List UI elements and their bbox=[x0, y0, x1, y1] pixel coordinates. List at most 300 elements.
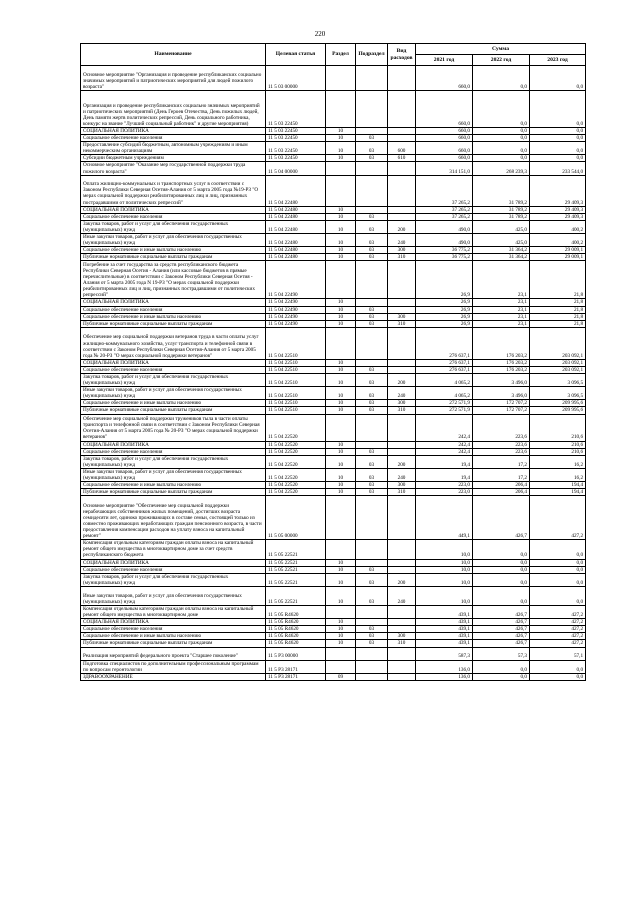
row-subsection: 03 bbox=[356, 142, 388, 155]
row-name: Социальное обеспечение и иные выплаты населению bbox=[81, 482, 266, 489]
row-sum-2022: 17,2 bbox=[473, 468, 530, 481]
row-subsection bbox=[356, 261, 388, 299]
row-target: 11 5 04 22510 bbox=[266, 373, 326, 386]
row-sum-2021: 660,0 bbox=[416, 135, 473, 142]
row-sum-2021: 439,1 bbox=[416, 619, 473, 626]
row-section bbox=[326, 175, 356, 206]
table-row bbox=[81, 234, 586, 247]
row-expense-type: 310 bbox=[388, 320, 416, 327]
row-sum-2023: 400,2 bbox=[530, 234, 586, 247]
row-sum-2023: 0,0 bbox=[530, 586, 586, 605]
row-section: 10 bbox=[326, 586, 356, 605]
row-sum-2022: 172 707,2 bbox=[473, 400, 530, 407]
row-sum-2022: 426,7 bbox=[473, 619, 530, 626]
row-section bbox=[326, 327, 356, 359]
row-subsection bbox=[356, 299, 388, 306]
row-sum-2023: 209 995,6 bbox=[530, 407, 586, 414]
row-sum-2022: 426,7 bbox=[473, 605, 530, 618]
table-row bbox=[81, 128, 586, 135]
row-subsection: 03 bbox=[356, 640, 388, 647]
row-name: Обеспечение мер социальной поддержки ветеранов труда в части оплаты услуг жилищно-коммунального хозяйства, услуг транспорта и телефонной связи в соответствии с Законом Республики Северная Осетия-Алания от 5 марта 2005 года № 20-РЗ "О мерах социальной поддержки ветеранов" bbox=[81, 327, 266, 359]
row-sum-2021: 276 637,1 bbox=[416, 359, 473, 366]
row-section bbox=[326, 66, 356, 91]
row-expense-type bbox=[388, 91, 416, 128]
row-target: 11 5 05 R4620 bbox=[266, 619, 326, 626]
row-target: 11 5 04 22480 bbox=[266, 206, 326, 213]
table-row bbox=[81, 155, 586, 162]
row-sum-2021: 449,1 bbox=[416, 496, 473, 540]
row-subsection: 03 bbox=[356, 407, 388, 414]
row-section: 10 bbox=[326, 559, 356, 566]
row-sum-2021: 587,3 bbox=[416, 647, 473, 660]
row-sum-2023: 203 092,1 bbox=[530, 327, 586, 359]
table-row bbox=[81, 540, 586, 559]
row-name: Основное мероприятие "Оказание мер государственной поддержки труда пожилого возраста" bbox=[81, 162, 266, 175]
table-row bbox=[81, 220, 586, 233]
row-target: 11 5 04 22490 bbox=[266, 313, 326, 320]
row-expense-type bbox=[388, 626, 416, 633]
row-expense-type bbox=[388, 448, 416, 455]
row-subsection bbox=[356, 66, 388, 91]
header-year-2021: 2021 год bbox=[416, 55, 473, 66]
row-target: 11 5 04 22480 bbox=[266, 254, 326, 261]
row-subsection: 03 bbox=[356, 155, 388, 162]
row-sum-2021: 314 151,0 bbox=[416, 162, 473, 175]
row-name: Публичные нормативные социальные выплаты гражданам bbox=[81, 320, 266, 327]
row-sum-2021: 26,9 bbox=[416, 320, 473, 327]
row-sum-2021: 37 265,2 bbox=[416, 206, 473, 213]
row-target: 11 5 05 22521 bbox=[266, 586, 326, 605]
row-sum-2023: 16,2 bbox=[530, 455, 586, 468]
row-sum-2022: 425,0 bbox=[473, 234, 530, 247]
row-section: 10 bbox=[326, 366, 356, 373]
row-subsection: 03 bbox=[356, 135, 388, 142]
row-sum-2023: 233 544,0 bbox=[530, 162, 586, 175]
row-target: 11 5 P3 28171 bbox=[266, 660, 326, 673]
row-sum-2023: 21,8 bbox=[530, 320, 586, 327]
row-sum-2023: 0,0 bbox=[530, 128, 586, 135]
row-subsection: 03 bbox=[356, 448, 388, 455]
row-sum-2022: 426,7 bbox=[473, 640, 530, 647]
row-sum-2021: 36 775,2 bbox=[416, 254, 473, 261]
row-expense-type bbox=[388, 206, 416, 213]
table-body bbox=[81, 66, 586, 681]
row-sum-2023: 210,6 bbox=[530, 441, 586, 448]
table-row bbox=[81, 633, 586, 640]
row-target: 11 5 05 R4620 bbox=[266, 605, 326, 618]
table-row bbox=[81, 660, 586, 673]
row-name: Социальное обеспечение и иные выплаты населению bbox=[81, 633, 266, 640]
row-name: Социальное обеспечение населения bbox=[81, 566, 266, 573]
row-target: 11 5 03 00000 bbox=[266, 66, 326, 91]
row-expense-type bbox=[388, 66, 416, 91]
row-sum-2022: 0,0 bbox=[473, 540, 530, 559]
row-sum-2022: 0,0 bbox=[473, 660, 530, 673]
row-target: 11 5 03 22450 bbox=[266, 155, 326, 162]
row-sum-2021: 276 637,1 bbox=[416, 327, 473, 359]
row-sum-2021: 4 065,2 bbox=[416, 373, 473, 386]
row-name: Предоставление субсидий бюджетным, автономным учреждениям и иным некоммерческим организациям bbox=[81, 142, 266, 155]
row-target: 11 5 04 22510 bbox=[266, 327, 326, 359]
row-sum-2023: 21,8 bbox=[530, 306, 586, 313]
row-section: 09 bbox=[326, 673, 356, 680]
row-subsection bbox=[356, 673, 388, 680]
row-sum-2021: 242,4 bbox=[416, 448, 473, 455]
row-sum-2023: 427,2 bbox=[530, 496, 586, 540]
row-target: 11 5 03 22450 bbox=[266, 135, 326, 142]
row-name: СОЦИАЛЬНАЯ ПОЛИТИКА bbox=[81, 619, 266, 626]
row-name: Оплата жилищно-коммунальных и транспортных услуг в соответствии с Законом Республики Северная Осетия-Алания от 5 марта 2005 года №19-РЗ "О мерах социальной поддержки реабилитированных лиц и лиц, признанных пострадавшими от политических репрессий" bbox=[81, 175, 266, 206]
row-target: 11 5 P3 00000 bbox=[266, 647, 326, 660]
table-row bbox=[81, 66, 586, 91]
row-section: 10 bbox=[326, 626, 356, 633]
row-sum-2022: 0,0 bbox=[473, 586, 530, 605]
row-sum-2022: 0,0 bbox=[473, 155, 530, 162]
row-subsection: 03 bbox=[356, 586, 388, 605]
row-target: 11 5 05 22521 bbox=[266, 573, 326, 586]
row-name: СОЦИАЛЬНАЯ ПОЛИТИКА bbox=[81, 559, 266, 566]
row-section: 10 bbox=[326, 387, 356, 400]
row-expense-type bbox=[388, 299, 416, 306]
row-target: 11 5 04 22520 bbox=[266, 448, 326, 455]
row-target: 11 5 05 22521 bbox=[266, 540, 326, 559]
row-name: Погребение за счет государства за средств республиканского бюджета Республики Северная Осетия - Алания (или кассовые бюджетов в прямые перечислительные) в соответствии с Законом Республики Северная Осетия - Алания от 5 марта 2005 года N 19-РЗ "О мерах социальной поддержки реабилитированных лиц и лиц, признанных пострадавшими от политических репрессий" bbox=[81, 261, 266, 299]
row-target: 11 5 04 22490 bbox=[266, 306, 326, 313]
row-sum-2021: 276 637,1 bbox=[416, 366, 473, 373]
row-target: 11 5 03 22450 bbox=[266, 91, 326, 128]
row-section bbox=[326, 540, 356, 559]
table-row bbox=[81, 162, 586, 175]
row-sum-2021: 242,4 bbox=[416, 441, 473, 448]
row-expense-type: 240 bbox=[388, 387, 416, 400]
row-section: 10 bbox=[326, 213, 356, 220]
row-target: 11 5 P3 28171 bbox=[266, 673, 326, 680]
row-section: 10 bbox=[326, 359, 356, 366]
row-name: Компенсация отдельным категориям граждан оплаты взноса на капитальный ремонт общего имущества в многоквартирном доме за счет средств республиканского бюджета bbox=[81, 540, 266, 559]
row-target: 11 5 04 22520 bbox=[266, 489, 326, 496]
table-row bbox=[81, 573, 586, 586]
row-subsection: 03 bbox=[356, 234, 388, 247]
table-row bbox=[81, 175, 586, 206]
row-sum-2023: 0,0 bbox=[530, 673, 586, 680]
table-row bbox=[81, 489, 586, 496]
row-sum-2023: 203 092,1 bbox=[530, 366, 586, 373]
header-section: Раздел bbox=[326, 44, 356, 66]
row-name: Организация и проведение республиканских социально значимых мероприятий и патриотических мероприятий (День Героев Отечества, День пожилых людей, День памяти жертв политических репрессий, День социального работника, конкурс на звание "Лучший социальный работник" и другие мероприятия) bbox=[81, 91, 266, 128]
row-name: Социальное обеспечение населения bbox=[81, 306, 266, 313]
row-expense-type bbox=[388, 213, 416, 220]
row-section bbox=[326, 647, 356, 660]
row-subsection bbox=[356, 206, 388, 213]
table-row bbox=[81, 673, 586, 680]
row-name: Обеспечение мер социальной поддержки тружеников тыла в части оплаты транспорта и телефонной связи в соответствии с Законом Республики Северная Осетия-Алания от 5 марта 2005 года № 20-РЗ "О мерах социальной поддержки ветеранов" bbox=[81, 414, 266, 441]
row-target: 11 5 04 22520 bbox=[266, 414, 326, 441]
row-sum-2023: 29 009,1 bbox=[530, 254, 586, 261]
row-sum-2021: 10,0 bbox=[416, 566, 473, 573]
row-sum-2022: 23,1 bbox=[473, 306, 530, 313]
row-section: 10 bbox=[326, 482, 356, 489]
row-subsection bbox=[356, 441, 388, 448]
row-expense-type bbox=[388, 162, 416, 175]
row-target: 11 5 05 R4620 bbox=[266, 633, 326, 640]
table-row bbox=[81, 299, 586, 306]
row-expense-type: 300 bbox=[388, 400, 416, 407]
row-subsection: 03 bbox=[356, 220, 388, 233]
row-sum-2022: 3 496,0 bbox=[473, 387, 530, 400]
row-section: 10 bbox=[326, 220, 356, 233]
header-sum: Сумма bbox=[416, 44, 586, 55]
row-name: Социальное обеспечение и иные выплаты населению bbox=[81, 400, 266, 407]
row-name: Иные закупки товаров, работ и услуг для обеспечения государственных (муниципальных) нужд bbox=[81, 234, 266, 247]
row-target: 11 5 03 22450 bbox=[266, 128, 326, 135]
row-expense-type bbox=[388, 559, 416, 566]
row-sum-2023: 427,2 bbox=[530, 619, 586, 626]
row-sum-2022: 206,4 bbox=[473, 482, 530, 489]
row-sum-2022: 0,0 bbox=[473, 673, 530, 680]
row-sum-2023: 0,0 bbox=[530, 155, 586, 162]
row-name: Публичные нормативные социальные выплаты гражданам bbox=[81, 489, 266, 496]
row-section: 10 bbox=[326, 142, 356, 155]
table-row bbox=[81, 320, 586, 327]
row-section: 10 bbox=[326, 254, 356, 261]
row-sum-2021: 660,0 bbox=[416, 142, 473, 155]
row-sum-2023: 29 009,1 bbox=[530, 247, 586, 254]
table-row bbox=[81, 327, 586, 359]
row-expense-type: 300 bbox=[388, 313, 416, 320]
row-subsection: 03 bbox=[356, 320, 388, 327]
row-sum-2022: 23,1 bbox=[473, 320, 530, 327]
row-section: 10 bbox=[326, 206, 356, 213]
row-name: Иные закупки товаров, работ и услуг для обеспечения государственных (муниципальных) нужд bbox=[81, 387, 266, 400]
row-sum-2022: 176 203,2 bbox=[473, 327, 530, 359]
row-sum-2023: 29 409,3 bbox=[530, 175, 586, 206]
row-sum-2022: 31 789,2 bbox=[473, 175, 530, 206]
row-name: Социальное обеспечение и иные выплаты населению bbox=[81, 313, 266, 320]
row-subsection: 03 bbox=[356, 213, 388, 220]
row-expense-type bbox=[388, 359, 416, 366]
table-row bbox=[81, 366, 586, 373]
row-subsection bbox=[356, 647, 388, 660]
row-name: Социальное обеспечение населения bbox=[81, 626, 266, 633]
row-sum-2023: 21,8 bbox=[530, 261, 586, 299]
table-row bbox=[81, 640, 586, 647]
row-name: СОЦИАЛЬНАЯ ПОЛИТИКА bbox=[81, 128, 266, 135]
row-sum-2023: 210,6 bbox=[530, 448, 586, 455]
row-expense-type bbox=[388, 540, 416, 559]
row-sum-2022: 0,0 bbox=[473, 135, 530, 142]
row-expense-type bbox=[388, 647, 416, 660]
row-expense-type bbox=[388, 175, 416, 206]
row-sum-2022: 172 707,2 bbox=[473, 407, 530, 414]
row-name: Социальное обеспечение населения bbox=[81, 213, 266, 220]
row-target: 11 5 05 R4620 bbox=[266, 626, 326, 633]
row-subsection: 03 bbox=[356, 254, 388, 261]
row-expense-type bbox=[388, 366, 416, 373]
row-expense-type bbox=[388, 496, 416, 540]
row-section: 10 bbox=[326, 441, 356, 448]
row-expense-type: 310 bbox=[388, 640, 416, 647]
row-target: 11 5 04 22510 bbox=[266, 359, 326, 366]
row-subsection: 03 bbox=[356, 366, 388, 373]
row-subsection bbox=[356, 559, 388, 566]
row-section: 10 bbox=[326, 128, 356, 135]
row-expense-type: 200 bbox=[388, 373, 416, 386]
row-name: Публичные нормативные социальные выплаты гражданам bbox=[81, 640, 266, 647]
table-row bbox=[81, 247, 586, 254]
row-sum-2023: 427,2 bbox=[530, 633, 586, 640]
row-expense-type bbox=[388, 306, 416, 313]
row-sum-2023: 0,0 bbox=[530, 660, 586, 673]
row-sum-2021: 660,0 bbox=[416, 91, 473, 128]
row-section: 10 bbox=[326, 320, 356, 327]
row-section: 10 bbox=[326, 573, 356, 586]
row-sum-2021: 272 571,9 bbox=[416, 400, 473, 407]
row-sum-2021: 26,9 bbox=[416, 261, 473, 299]
row-sum-2023: 0,0 bbox=[530, 540, 586, 559]
row-expense-type: 310 bbox=[388, 489, 416, 496]
row-sum-2022: 0,0 bbox=[473, 128, 530, 135]
row-name: Иные закупки товаров, работ и услуг для обеспечения государственных (муниципальных) нужд bbox=[81, 468, 266, 481]
row-sum-2021: 26,9 bbox=[416, 306, 473, 313]
row-sum-2023: 0,0 bbox=[530, 142, 586, 155]
row-section: 10 bbox=[326, 407, 356, 414]
row-expense-type bbox=[388, 660, 416, 673]
table-row bbox=[81, 387, 586, 400]
row-expense-type: 310 bbox=[388, 254, 416, 261]
row-sum-2023: 57,1 bbox=[530, 647, 586, 660]
table-row bbox=[81, 142, 586, 155]
row-expense-type bbox=[388, 414, 416, 441]
row-subsection: 03 bbox=[356, 247, 388, 254]
table-row bbox=[81, 359, 586, 366]
row-expense-type: 240 bbox=[388, 468, 416, 481]
row-expense-type: 310 bbox=[388, 407, 416, 414]
row-sum-2021: 136,0 bbox=[416, 660, 473, 673]
row-name: Социальное обеспечение населения bbox=[81, 366, 266, 373]
row-name: Закупка товаров, работ и услуг для обеспечения государственных (муниципальных) нужд bbox=[81, 573, 266, 586]
row-subsection: 03 bbox=[356, 626, 388, 633]
row-subsection bbox=[356, 540, 388, 559]
row-subsection bbox=[356, 327, 388, 359]
table-row bbox=[81, 400, 586, 407]
row-expense-type bbox=[388, 261, 416, 299]
row-subsection bbox=[356, 605, 388, 618]
row-name: Субсидии бюджетным учреждениям bbox=[81, 155, 266, 162]
table-row bbox=[81, 373, 586, 386]
row-sum-2021: 26,9 bbox=[416, 299, 473, 306]
row-section: 10 bbox=[326, 640, 356, 647]
row-section: 10 bbox=[326, 234, 356, 247]
row-sum-2021: 10,0 bbox=[416, 540, 473, 559]
row-name: СОЦИАЛЬНАЯ ПОЛИТИКА bbox=[81, 206, 266, 213]
row-sum-2023: 0,0 bbox=[530, 559, 586, 566]
row-sum-2021: 223,0 bbox=[416, 482, 473, 489]
table-row bbox=[81, 482, 586, 489]
row-sum-2022: 0,0 bbox=[473, 142, 530, 155]
row-expense-type: 200 bbox=[388, 573, 416, 586]
row-sum-2021: 10,0 bbox=[416, 586, 473, 605]
row-sum-2022: 176 203,2 bbox=[473, 366, 530, 373]
row-sum-2023: 0,0 bbox=[530, 91, 586, 128]
budget-table bbox=[80, 43, 586, 681]
row-sum-2021: 136,0 bbox=[416, 673, 473, 680]
row-name: Основное мероприятие "Организация и проведение республиканских социально значимых мероприятий и патриотических мероприятий для людей пожилого возраста" bbox=[81, 66, 266, 91]
table-row bbox=[81, 414, 586, 441]
row-name: Основное мероприятие "Обеспечение мер социальной поддержки нерабочающих собственников жилых помещений, достигших возраста семидесяти лет, одиноко проживающих в составе семьи, состоящей только из совместно проживающих неработающих граждан пенсионного возраста, в части предоставления компенсации расходов на уплату взноса на капитальный ремонт" bbox=[81, 496, 266, 540]
row-expense-type: 200 bbox=[388, 455, 416, 468]
row-subsection bbox=[356, 619, 388, 626]
row-sum-2021: 19,4 bbox=[416, 455, 473, 468]
row-sum-2022: 23,1 bbox=[473, 261, 530, 299]
row-expense-type bbox=[388, 135, 416, 142]
row-section: 10 bbox=[326, 566, 356, 573]
row-expense-type: 300 bbox=[388, 633, 416, 640]
row-subsection: 03 bbox=[356, 566, 388, 573]
row-subsection bbox=[356, 496, 388, 540]
table-row bbox=[81, 455, 586, 468]
row-expense-type bbox=[388, 128, 416, 135]
row-sum-2022: 23,1 bbox=[473, 313, 530, 320]
row-sum-2023: 29 409,3 bbox=[530, 213, 586, 220]
table-row bbox=[81, 261, 586, 299]
row-subsection bbox=[356, 162, 388, 175]
row-target: 11 5 04 00000 bbox=[266, 162, 326, 175]
row-sum-2021: 36 775,2 bbox=[416, 247, 473, 254]
row-sum-2021: 660,0 bbox=[416, 66, 473, 91]
row-sum-2022: 0,0 bbox=[473, 559, 530, 566]
row-sum-2021: 439,1 bbox=[416, 605, 473, 618]
table-row bbox=[81, 496, 586, 540]
row-section: 10 bbox=[326, 135, 356, 142]
row-sum-2022: 0,0 bbox=[473, 91, 530, 128]
row-sum-2022: 426,7 bbox=[473, 626, 530, 633]
row-subsection bbox=[356, 660, 388, 673]
row-sum-2021: 490,0 bbox=[416, 220, 473, 233]
row-section bbox=[326, 660, 356, 673]
row-sum-2022: 268 239,3 bbox=[473, 162, 530, 175]
row-sum-2022: 31 789,2 bbox=[473, 206, 530, 213]
row-section: 10 bbox=[326, 455, 356, 468]
row-name: СОЦИАЛЬНАЯ ПОЛИТИКА bbox=[81, 359, 266, 366]
row-section: 10 bbox=[326, 400, 356, 407]
row-expense-type: 240 bbox=[388, 586, 416, 605]
row-subsection: 03 bbox=[356, 313, 388, 320]
row-target: 11 5 04 22510 bbox=[266, 387, 326, 400]
row-sum-2023: 0,0 bbox=[530, 566, 586, 573]
row-sum-2023: 194,4 bbox=[530, 482, 586, 489]
header-name: Наименование bbox=[81, 44, 266, 66]
row-expense-type bbox=[388, 441, 416, 448]
row-expense-type: 600 bbox=[388, 142, 416, 155]
row-subsection: 03 bbox=[356, 633, 388, 640]
row-sum-2021: 4 065,2 bbox=[416, 387, 473, 400]
row-target: 11 5 04 22480 bbox=[266, 175, 326, 206]
row-target: 11 5 05 22521 bbox=[266, 559, 326, 566]
row-subsection bbox=[356, 91, 388, 128]
row-sum-2022: 31 364,2 bbox=[473, 247, 530, 254]
row-sum-2023: 400,2 bbox=[530, 220, 586, 233]
row-section: 10 bbox=[326, 306, 356, 313]
row-subsection: 03 bbox=[356, 400, 388, 407]
row-target: 11 5 04 22520 bbox=[266, 482, 326, 489]
row-sum-2023: 194,4 bbox=[530, 489, 586, 496]
row-section: 10 bbox=[326, 448, 356, 455]
row-expense-type: 300 bbox=[388, 482, 416, 489]
row-section: 10 bbox=[326, 619, 356, 626]
row-target: 11 5 04 22480 bbox=[266, 247, 326, 254]
row-expense-type bbox=[388, 566, 416, 573]
row-name: Публичные нормативные социальные выплаты гражданам bbox=[81, 254, 266, 261]
